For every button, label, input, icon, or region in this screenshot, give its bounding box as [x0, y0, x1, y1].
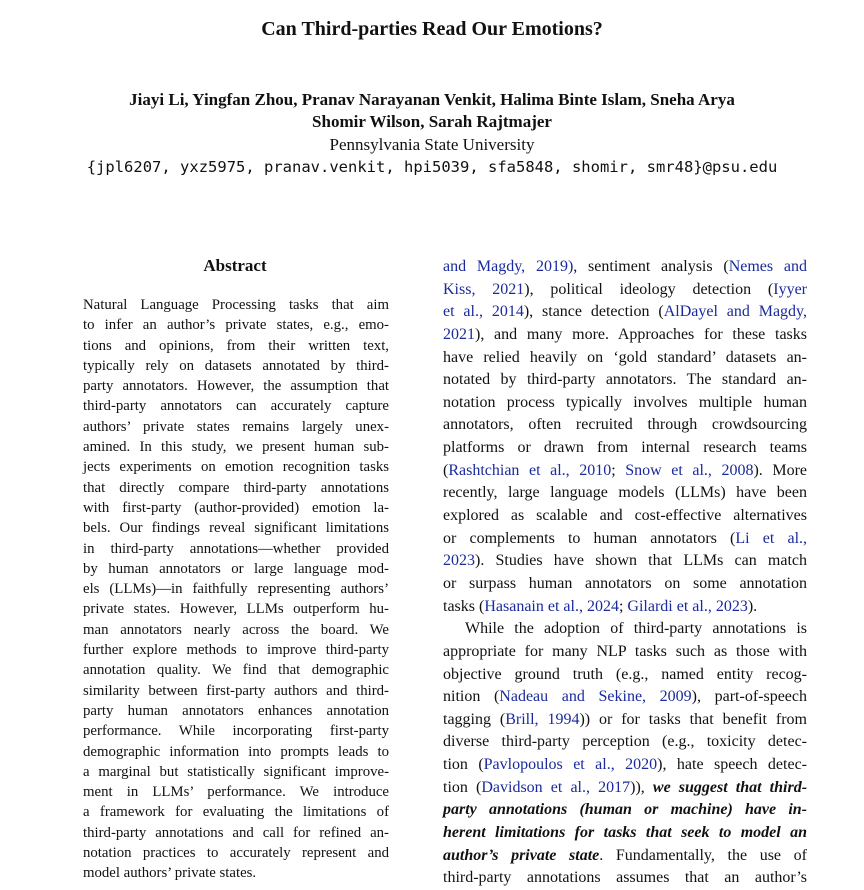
author-list-line-1: Jiayi Li, Yingfan Zhou, Pranav Narayanan Venkit, Halima Binte Islam, Sneha Arya	[129, 90, 735, 109]
abstract-line: tions and opinions, from their written text,	[83, 337, 389, 354]
intro-body-column	[443, 256, 807, 890]
abstract-line: by human annotators or large language mod-	[83, 560, 389, 577]
body-line	[443, 414, 807, 437]
body-text: objective ground truth (e.g., named entity recog-	[443, 665, 807, 683]
body-line	[443, 279, 807, 302]
citation-link[interactable]: Nadeau and Sekine, 2009	[499, 688, 692, 706]
abstract-line: man annotators nearly across the board. We	[83, 621, 389, 638]
abstract-line: third-party annotators can accurately capture	[83, 398, 389, 415]
emphasized-text: we suggest that third-	[652, 778, 808, 796]
body-text: ), and many more. Approaches for these tasks	[475, 325, 807, 343]
body-line	[443, 731, 807, 754]
body-line	[443, 505, 807, 528]
abstract-line: third-party annotations and call for refined an-	[83, 824, 389, 841]
body-line	[443, 641, 807, 664]
author-list-line-2: Shomir Wilson, Sarah Rajtmajer	[312, 112, 552, 131]
body-line	[443, 460, 807, 483]
abstract-line: typically rely on datasets annotated by third-	[83, 357, 389, 374]
abstract-line: Natural Language Processing tasks that aim	[83, 297, 389, 313]
body-line	[443, 686, 807, 709]
abstract-line: further explore methods to improve third-party	[83, 642, 389, 659]
body-text: platforms or drawn from internal research teams	[443, 439, 807, 457]
abstract-line: that directly compare third-party annotations	[83, 479, 389, 496]
citation-link[interactable]: Hasanain et al., 2024	[484, 597, 619, 615]
citation-link[interactable]: Kiss, 2021	[443, 280, 525, 298]
body-line	[443, 822, 807, 845]
body-text: ), political ideology detection (	[524, 280, 774, 298]
body-text: diverse third-party perception (e.g., toxicity detec-	[443, 733, 807, 751]
body-line	[443, 528, 807, 551]
abstract-line: a framework for evaluating the limitations of	[83, 804, 389, 821]
abstract-line: model authors’ private states.	[83, 865, 257, 882]
body-line	[443, 550, 807, 573]
body-text: or complements to human annotators (	[443, 529, 736, 547]
body-text: notation process typically involves multiple human	[443, 393, 807, 411]
body-text: have relied heavily on ‘gold standard’ datasets an-	[443, 348, 807, 366]
body-text: (	[443, 461, 449, 479]
body-text: )),	[630, 778, 653, 796]
body-text: nition (	[443, 688, 500, 706]
emphasized-text: party annotations (human or machine) have in-	[443, 801, 807, 819]
citation-link[interactable]: Li et al.,	[735, 529, 808, 547]
body-text: While the adoption of third-party annotations is	[465, 620, 807, 638]
abstract-line: a marginal but statistically significant improve-	[83, 763, 389, 780]
emphasized-text: author’s private state	[443, 846, 600, 864]
body-text: ). Studies have shown that LLMs can match	[475, 552, 807, 570]
body-line	[443, 867, 807, 890]
body-text: tion (	[443, 778, 482, 796]
body-text: notated by third-party annotators. The standard an-	[443, 371, 807, 389]
abstract-line: authors’ private states remains largely unex-	[83, 418, 389, 435]
abstract-line: party human annotators enhances annotation	[83, 702, 389, 719]
body-text: , sentiment analysis (	[573, 258, 729, 275]
body-text: ). More	[753, 461, 807, 479]
abstract-line: annotation quality. We find that demographic	[83, 662, 389, 679]
abstract-line: notation practices to accurately represent and	[83, 845, 389, 862]
abstract-heading: Abstract	[203, 256, 267, 275]
author-emails: {jpl6207, yxz5975, pranav.venkit, hpi5039, sfa5848, shomir, smr48}@psu.edu	[86, 158, 778, 176]
abstract-line: with first-party (author-provided) emotion la-	[83, 499, 389, 516]
body-text: . Fundamentally, the use of	[599, 846, 807, 864]
abstract-body	[83, 295, 389, 884]
body-text: tasks (	[443, 597, 485, 615]
body-line	[443, 754, 807, 777]
abstract-line: in third-party annotations—whether provided	[83, 540, 389, 557]
abstract-line: performance. While incorporating first-party	[83, 723, 389, 740]
abstract-line: ment in LLMs’ performance. We introduce	[83, 784, 389, 801]
body-text: recently, large language models (LLMs) have been	[443, 484, 807, 502]
emphasized-text: herent limitations for tasks that seek to model an	[443, 824, 807, 842]
abstract-line: els (LLMs)—in faithfully representing authors’	[83, 581, 389, 598]
abstract-line: bels. Our findings reveal significant limitations	[83, 520, 389, 537]
body-text: ), hate speech detec-	[657, 756, 807, 774]
body-text: third-party annotations assumes that an author’s	[443, 869, 807, 887]
citation-link[interactable]: 2023	[443, 552, 475, 570]
body-text: tagging (	[443, 710, 506, 728]
abstract-line: similarity between first-party authors and third-	[83, 682, 389, 699]
citation-link[interactable]: et al., 2014	[443, 303, 524, 321]
body-line	[443, 301, 807, 324]
citation-link[interactable]: and Magdy, 2019)	[443, 258, 574, 275]
abstract-line: jects experiments on emotion recognition tasks	[83, 459, 389, 476]
body-line	[443, 596, 807, 619]
affiliation: Pennsylvania State University	[329, 135, 535, 154]
abstract-line: party annotators. However, the assumption that	[83, 378, 389, 395]
body-line	[443, 799, 807, 822]
citation-link[interactable]: AlDayel and Magdy,	[663, 303, 808, 321]
citation-link[interactable]: Nemes and	[728, 258, 808, 275]
citation-link[interactable]: Gilardi et al., 2023	[627, 597, 748, 615]
body-text: annotators, often recruited through crowdsourcing	[443, 416, 807, 434]
body-line	[443, 845, 807, 868]
body-text: ), stance detection (	[523, 303, 664, 321]
body-text: or surpass human annotators on some annotation	[443, 574, 807, 592]
body-text: ), part-of-speech	[691, 688, 808, 706]
body-text: tion (	[443, 756, 484, 774]
body-line	[443, 347, 807, 370]
body-text: appropriate for many NLP tasks such as those with	[443, 642, 807, 660]
paper-title: Can Third-parties Read Our Emotions?	[261, 18, 603, 40]
abstract-line: demographic information into prompts leads to	[83, 743, 389, 760]
body-line	[443, 482, 807, 505]
body-text: ).	[747, 597, 758, 615]
body-text: explored as scalable and cost-effective alternatives	[443, 507, 807, 525]
body-line	[443, 392, 807, 415]
abstract-line: private states. However, LLMs outperform hu-	[83, 601, 389, 618]
citation-link[interactable]: 2021	[443, 325, 475, 343]
body-line	[443, 664, 807, 687]
body-line	[443, 709, 807, 732]
body-text: ;	[611, 461, 626, 479]
body-line	[443, 777, 807, 800]
citation-link[interactable]: Davidson et al., 2017	[481, 778, 631, 796]
citation-link[interactable]: Snow et al., 2008	[625, 461, 754, 479]
abstract-line: to infer an author’s private states, e.g., emo-	[83, 317, 389, 334]
citation-link[interactable]: Rashtchian et al., 2010	[448, 461, 612, 479]
body-line	[443, 437, 807, 460]
body-line	[443, 618, 807, 641]
citation-link[interactable]: Pavlopoulos et al., 2020	[483, 756, 658, 774]
body-line	[443, 256, 807, 279]
body-line	[443, 369, 807, 392]
body-line	[443, 324, 807, 347]
body-text: ;	[618, 597, 628, 615]
body-line	[443, 573, 807, 596]
body-text: )) or for tasks that benefit from	[579, 710, 807, 728]
citation-link[interactable]: Brill, 1994	[505, 710, 580, 728]
abstract-line: amined. In this study, we present human sub-	[83, 439, 389, 456]
citation-link[interactable]: Iyyer	[773, 280, 807, 298]
